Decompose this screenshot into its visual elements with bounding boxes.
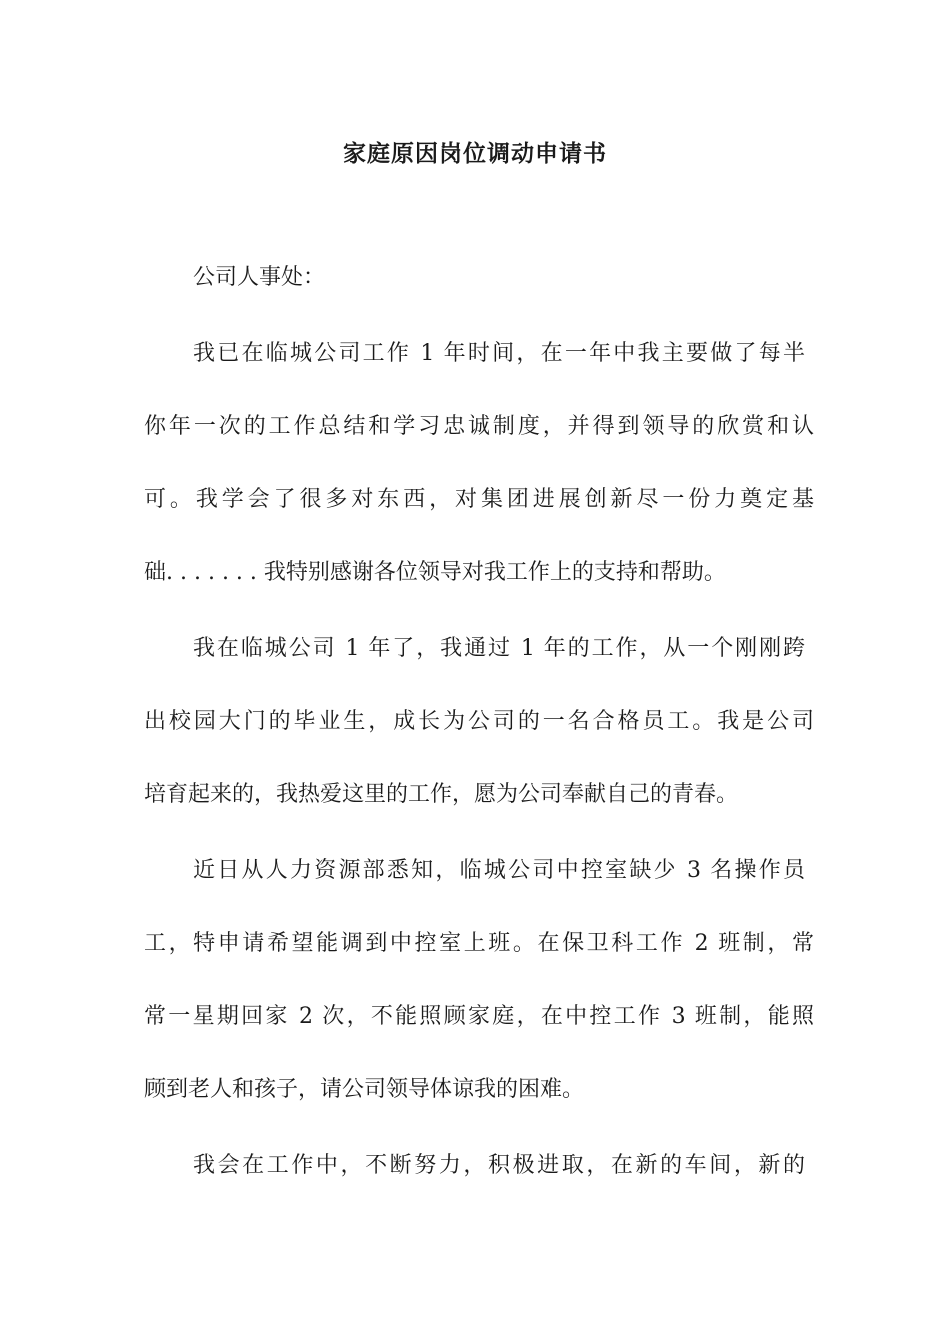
paragraph-line: 培育起来的，我热爱这里的工作，愿为公司奉献自己的青春。 bbox=[144, 782, 739, 807]
paragraph-line: 可。我学会了很多对东西，对集团进展创新尽一份力奠定基 bbox=[144, 487, 814, 512]
paragraph-line: 近日从人力资源部悉知，临城公司中控室缺少 3 名操作员 bbox=[193, 858, 805, 883]
paragraph-line: 出校园大门的毕业生，成长为公司的一名合格员工。我是公司 bbox=[144, 709, 814, 734]
salutation: 公司人事处： bbox=[193, 265, 326, 290]
paragraph-line: 我会在工作中，不断努力，积极进取，在新的车间，新的 bbox=[193, 1153, 805, 1178]
document-title: 家庭原因岗位调动申请书 bbox=[343, 140, 607, 167]
paragraph-line: 顾到老人和孩子，请公司领导体谅我的困难。 bbox=[144, 1077, 585, 1102]
paragraph-line: 我在临城公司 1 年了，我通过 1 年的工作，从一个刚刚跨 bbox=[193, 636, 805, 661]
paragraph-line: 我已在临城公司工作 1 年时间，在一年中我主要做了每半 bbox=[193, 341, 805, 366]
paragraph-line: 础. . . . . . . 我特别感谢各位领导对我工作上的支持和帮助。 bbox=[144, 560, 726, 585]
paragraph-line: 你年一次的工作总结和学习忠诚制度，并得到领导的欣赏和认 bbox=[144, 414, 814, 439]
paragraph-line: 常一星期回家 2 次，不能照顾家庭，在中控工作 3 班制，能照 bbox=[144, 1004, 814, 1029]
paragraph-line: 工，特申请希望能调到中控室上班。在保卫科工作 2 班制，常 bbox=[144, 931, 814, 956]
